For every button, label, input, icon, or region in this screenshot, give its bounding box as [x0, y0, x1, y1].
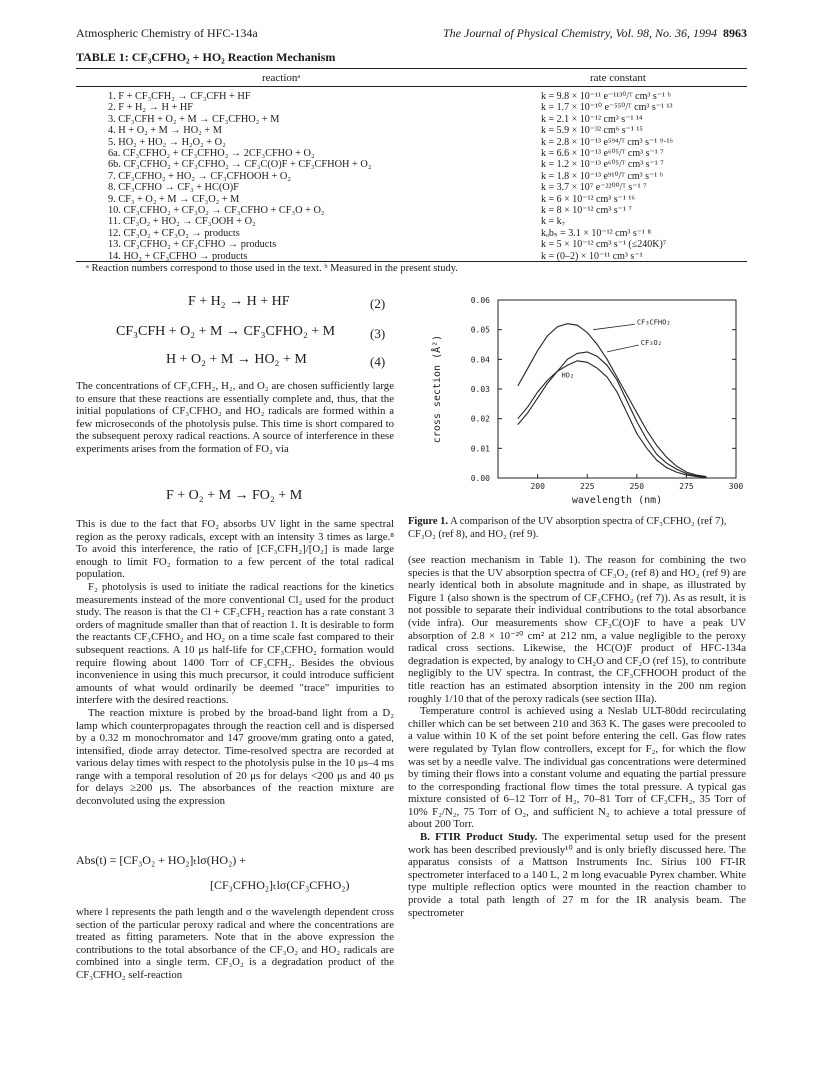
left-paragraph-2: This is due to the fact that FO₂ absorbs UV light in the same spectral region as the peroxy radicals, except with an intensity 3 times as large.⁸ To avoid this interference, the ratio of [CF₃CFH₂]/[O₂] is made large enough to limit FO₂ formation to a few percent of the total radical population.	[76, 518, 394, 581]
table-row-reaction: 11. CF₃O₂ + HO₂ → CF₃OOH + O₂	[108, 216, 256, 228]
table-col-rate: rate constant	[590, 72, 646, 84]
rate-constant-list	[541, 91, 673, 262]
page-number: 8963	[723, 26, 747, 40]
equation-4-number: (4)	[370, 354, 386, 369]
figure-caption-label: Figure 1.	[408, 516, 449, 527]
series-leader-line	[593, 324, 635, 329]
series-label-ho2: HO₂	[561, 371, 575, 380]
figure-caption-text: A comparison of the UV absorption spectra of CF₃CFHO₂ (ref 7), CF₃O₂ (ref 8), and HO₂ (ref 9).	[408, 516, 727, 540]
table-rule-mid	[76, 86, 747, 87]
table-row-reaction: 6b. CF₃CFHO₂ + CF₃CFHO₂ → CF₃C(O)F + CF₃CFHOH + O₂	[108, 159, 372, 171]
table-row-rate-constant: k = 3.7 × 10⁷ e⁻²²⁰⁰/ᵀ s⁻¹ ⁷	[541, 182, 647, 194]
table-title: TABLE 1: CF₃CFHO₂ + HO₂ Reaction Mechanism	[76, 50, 336, 64]
table-row-rate-constant: k = 8 × 10⁻¹² cm³ s⁻¹ ⁷	[541, 205, 632, 217]
table-row-reaction: 3. CF₃CFH + O₂ + M → CF₃CFHO₂ + M	[108, 113, 280, 125]
y-tick-label: 0.00	[470, 474, 490, 483]
series-line	[518, 324, 707, 477]
table-row-rate-constant: k = 6.6 × 10⁻¹³ e⁶⁰⁵/ᵀ cm³ s⁻¹ ⁷	[541, 148, 664, 160]
table-row-rate-constant: k = 5 × 10⁻¹² cm³ s⁻¹ (≤240K)⁷	[541, 239, 667, 251]
table-row-reaction: 13. CF₃CFHO₂ + CF₃CFHO → products	[108, 239, 277, 251]
table-row-reaction: 10. CF₃CFHO₂ + CF₃O₂ → CF₃CFHO + CF₃O + O₂	[108, 205, 325, 217]
uv-spectra-chart	[422, 292, 747, 507]
series-label-cf3cfho2: CF₃CFHO₂	[636, 318, 671, 327]
left-body	[76, 518, 394, 808]
equation-2-number: (2)	[370, 296, 386, 311]
figure-caption	[408, 516, 746, 541]
equation-abs-line1: Abs(t) = [CF₃O₂ + HO₂]ₜlσ(HO₂) +	[76, 853, 247, 867]
equation-2: F + H₂ → H + HF	[188, 294, 290, 309]
table-row-rate-constant: k = 1.8 × 10⁻¹³ e⁹¹⁰/ᵀ cm³ s⁻¹ ᵇ	[541, 170, 663, 182]
table-row-rate-constant: k = 9.8 × 10⁻¹¹ e⁻¹¹³⁰/ᵀ cm³ s⁻¹ ᵇ	[541, 91, 671, 102]
series-line	[518, 352, 707, 477]
series-label-cf3o2: CF₃O₂	[640, 339, 662, 348]
table-row-reaction: 2. F + H₂ → H + HF	[108, 102, 194, 114]
table-row-reaction: 1. F + CF₃CFH₂ → CF₃CFH + HF	[108, 91, 251, 102]
equation-fo2: F + O₂ + M → FO₂ + M	[166, 488, 303, 503]
x-tick-label: 275	[679, 482, 694, 491]
right-paragraph-3-text: The experimental setup used for the present work has been described previously¹⁰ and is only briefly discussed here. The apparatus consists of a Mattson Instruments Inc. Sirius 100 FT-IR spectrometer interfaced to a 140 L, 2 m long evacuable Pyrex chamber. White type multiple reflection optics were mounted in the reaction chamber to provide a total path length of 27 m for the IR analysis beam. The spectrometer	[408, 831, 746, 919]
left-paragraph-1: The concentrations of CF₃CFH₂, H₂, and O₂ are chosen sufficiently large to ensure that these reactions are essentially complete and, thus, that the initial populations of CF₃CFHO₂ and HO₂ radicals are formed within a few microseconds of the photolysis pulse. This time is short compared to the subsequent peroxy radical reactions. A source of interference in these experiments arises from the formation of FO₂ via	[76, 380, 394, 455]
y-tick-label: 0.05	[470, 325, 490, 335]
series-line	[518, 361, 707, 478]
x-tick-label: 250	[629, 482, 645, 491]
y-tick-label: 0.03	[470, 385, 490, 394]
table-row-reaction: 5. HO₂ + HO₂ → H₂O₂ + O₂	[108, 136, 226, 148]
right-body	[408, 554, 746, 919]
table-row-rate-constant: k = 6 × 10⁻¹² cm³ s⁻¹ ¹⁶	[541, 193, 635, 205]
right-paragraph-1: (see reaction mechanism in Table 1). The reason for combining the two species is that the UV absorption spectra of CF₃O₂ (ref 8) and HO₂ (ref 9) are nearly identical both in absolute magnitude and in shape, as illustrated by Figure 1 (also shown is the spectrum of CF₃CFHO₂ (ref 7)). As as result, it is not possible to separate their individual contributions to the total absorbance (vide infra). Our measurements show CF₃C(O)F to have a peak UV absorption of 2.8 × 10⁻²⁰ cm² at 212 nm, a value negligible to the peroxy radical cross sections. Likewise, the HC(O)F product of HFC-134a degradation is expected, by analogy to CH₂O and CF₂O (ref 15), to contribute negligibly to the UV spectra. In contrast, the CF₃CFHOOH product of the title reaction has an estimated absorption intensity in the 200 nm region roughly 1/10 that of the peroxy radicals (see section IIIa).	[408, 554, 746, 705]
table-footnote: ᵃ Reaction numbers correspond to those used in the text. ᵇ Measured in the present study.	[86, 263, 458, 274]
reaction-list	[108, 91, 371, 262]
equation-3: CF₃CFH + O₂ + M → CF₃CFHO₂ + M	[116, 324, 336, 339]
left-paragraph-4: The reaction mixture is probed by the broad-band light from a D₂ lamp which counterpropagates through the reaction cell and is dispersed by a 0.32 m monochromator and 147 groove/mm grating onto a gated, intensified, diode array detector. Time-resolved spectra are recorded at various delay times with respect to the photolysis pulse in the 10 μs–4 ms range with a temporal resolution of 20 μs for delays <200 μs and 40 μs for delays ≥200 μs. The absorbances of the reaction mixture are deconvoluted using the expression	[76, 706, 394, 808]
y-tick-label: 0.01	[470, 444, 490, 454]
right-paragraph-2: Temperature control is achieved using a Neslab ULT-80dd recirculating chiller which can be set between 210 and 363 K. The gases were precooled to a value within 10 K of the set point before entering the cell. Gas flow rates were regulated by Tylan flow controllers, except for F₂, for which the flow was set by a needle valve. The individual gas concentrations were determined by timing their flows into a constant volume and equating the partial pressure to the corresponding fractional flow times the total pressure. A typical gas mixture consisted of 6–12 Torr of H₂, 70–81 Torr of CF₃CFH₂, 35 Torr of 10% F₂/N₂, 75 Torr of O₂, and sufficient N₂ to achieve a total pressure of about 200 Torr.	[408, 705, 746, 831]
table-row-rate-constant: k = 1.2 × 10⁻¹³ e⁶⁰⁵/ᵀ cm³ s⁻¹ ⁷	[541, 159, 664, 171]
y-tick-label: 0.06	[470, 296, 490, 305]
x-tick-label: 225	[580, 482, 595, 491]
equation-3-number: (3)	[370, 326, 386, 341]
table-row-rate-constant: k = 2.1 × 10⁻¹² cm³ s⁻¹ ¹⁴	[541, 113, 643, 125]
table-row-reaction: 6a. CF₃CFHO₂ + CF₃CFHO₂ → 2CF₃CFHO + O₂	[108, 148, 315, 160]
table-col-reaction: reactionᵃ	[262, 72, 301, 84]
y-axis-label: cross section (Å²)	[432, 334, 443, 444]
table-row-reaction: 8. CF₃CFHO → CF₃ + HC(O)F	[108, 182, 239, 194]
table-row-rate-constant: k = 5.9 × 10⁻³² cm⁶ s⁻¹ ¹⁵	[541, 125, 643, 137]
running-header-right	[410, 26, 747, 41]
table-rule-bottom	[76, 261, 747, 262]
right-paragraph-3	[408, 831, 746, 919]
series-leader-line	[607, 345, 639, 352]
running-header-left: Atmospheric Chemistry of HFC-134a	[76, 26, 258, 40]
table-row-reaction: 7. CF₃CFHO₂ + HO₂ → CF₃CFHOOH + O₂	[108, 170, 291, 182]
table-row-rate-constant: kₒbₛ = 3.1 × 10⁻¹² cm³ s⁻¹ ⁸	[541, 227, 652, 239]
table-row-reaction: 4. H + O₂ + M → HO₂ + M	[108, 125, 222, 137]
table-row-rate-constant: k = (0–2) × 10⁻¹¹ cm³ s⁻¹	[541, 250, 643, 262]
x-tick-label: 200	[530, 482, 545, 491]
left-paragraph-5: where l represents the path length and σ the wavelength dependent cross section of the particular peroxy radical and where the concentrations are treated as fitting parameters. Note that in the above expression the contributions to the total absorbance of the CF₃O₂ and HO₂ radicals are combined into a single term. CF₃O₂ is a degradation product of the CF₃CFHO₂ self-reaction	[76, 906, 394, 981]
section-heading-ftir: B. FTIR Product Study.	[420, 831, 538, 844]
y-tick-label: 0.04	[470, 355, 490, 365]
left-paragraph-3: F₂ photolysis is used to initiate the radical reactions for the kinetics measurements instead of the more conventional Cl₂ used for the product study. The reason is that the Cl + CF₃CFH₂ reaction has a rate constant 3 orders of magnitude smaller than that of reaction 1. It is desirable to form the reactants CF₃CFHO₂ and HO₂ on a time scale fast compared to their subsequent reactions. A 10 μs half-life for CF₃CFHO₂ formation would require flowing about 1400 Torr of CF₃CFH₂. Besides the obvious inconvenience in using this much precursor, it could introduce sufficient amounts of what would ordinarily be deemed "trace" impurities to interfere with the desired reactions.	[76, 580, 394, 707]
x-tick-label: 300	[728, 482, 744, 491]
table-row-reaction: 14. HO₂ + CF₃CFHO → products	[108, 250, 248, 262]
table-row-rate-constant: k = 2.8 × 10⁻¹³ e⁵⁹⁴/ᵀ cm³ s⁻¹ ⁹·¹⁶	[541, 136, 674, 148]
table-row-reaction: 12. CF₃O₂ + CF₃O₂ → products	[108, 227, 240, 239]
equation-4: H + O₂ + M → HO₂ + M	[166, 352, 307, 367]
journal-citation: The Journal of Physical Chemistry, Vol. 98, No. 36, 1994	[443, 26, 717, 40]
x-axis-label: wavelength (nm)	[571, 495, 663, 506]
table-rule-top	[76, 68, 747, 69]
table-row-reaction: 9. CF₃ + O₂ + M → CF₃O₂ + M	[108, 193, 240, 205]
table-row-rate-constant: k = 1.7 × 10⁻¹⁰ e⁻⁵⁵⁰/ᵀ cm³ s⁻¹ ¹³	[541, 102, 673, 114]
equation-abs-line2: [CF₃CFHO₂]ₜlσ(CF₃CFHO₂)	[210, 878, 350, 892]
table-row-rate-constant: k = k₇	[541, 216, 566, 228]
y-tick-label: 0.02	[470, 414, 490, 424]
